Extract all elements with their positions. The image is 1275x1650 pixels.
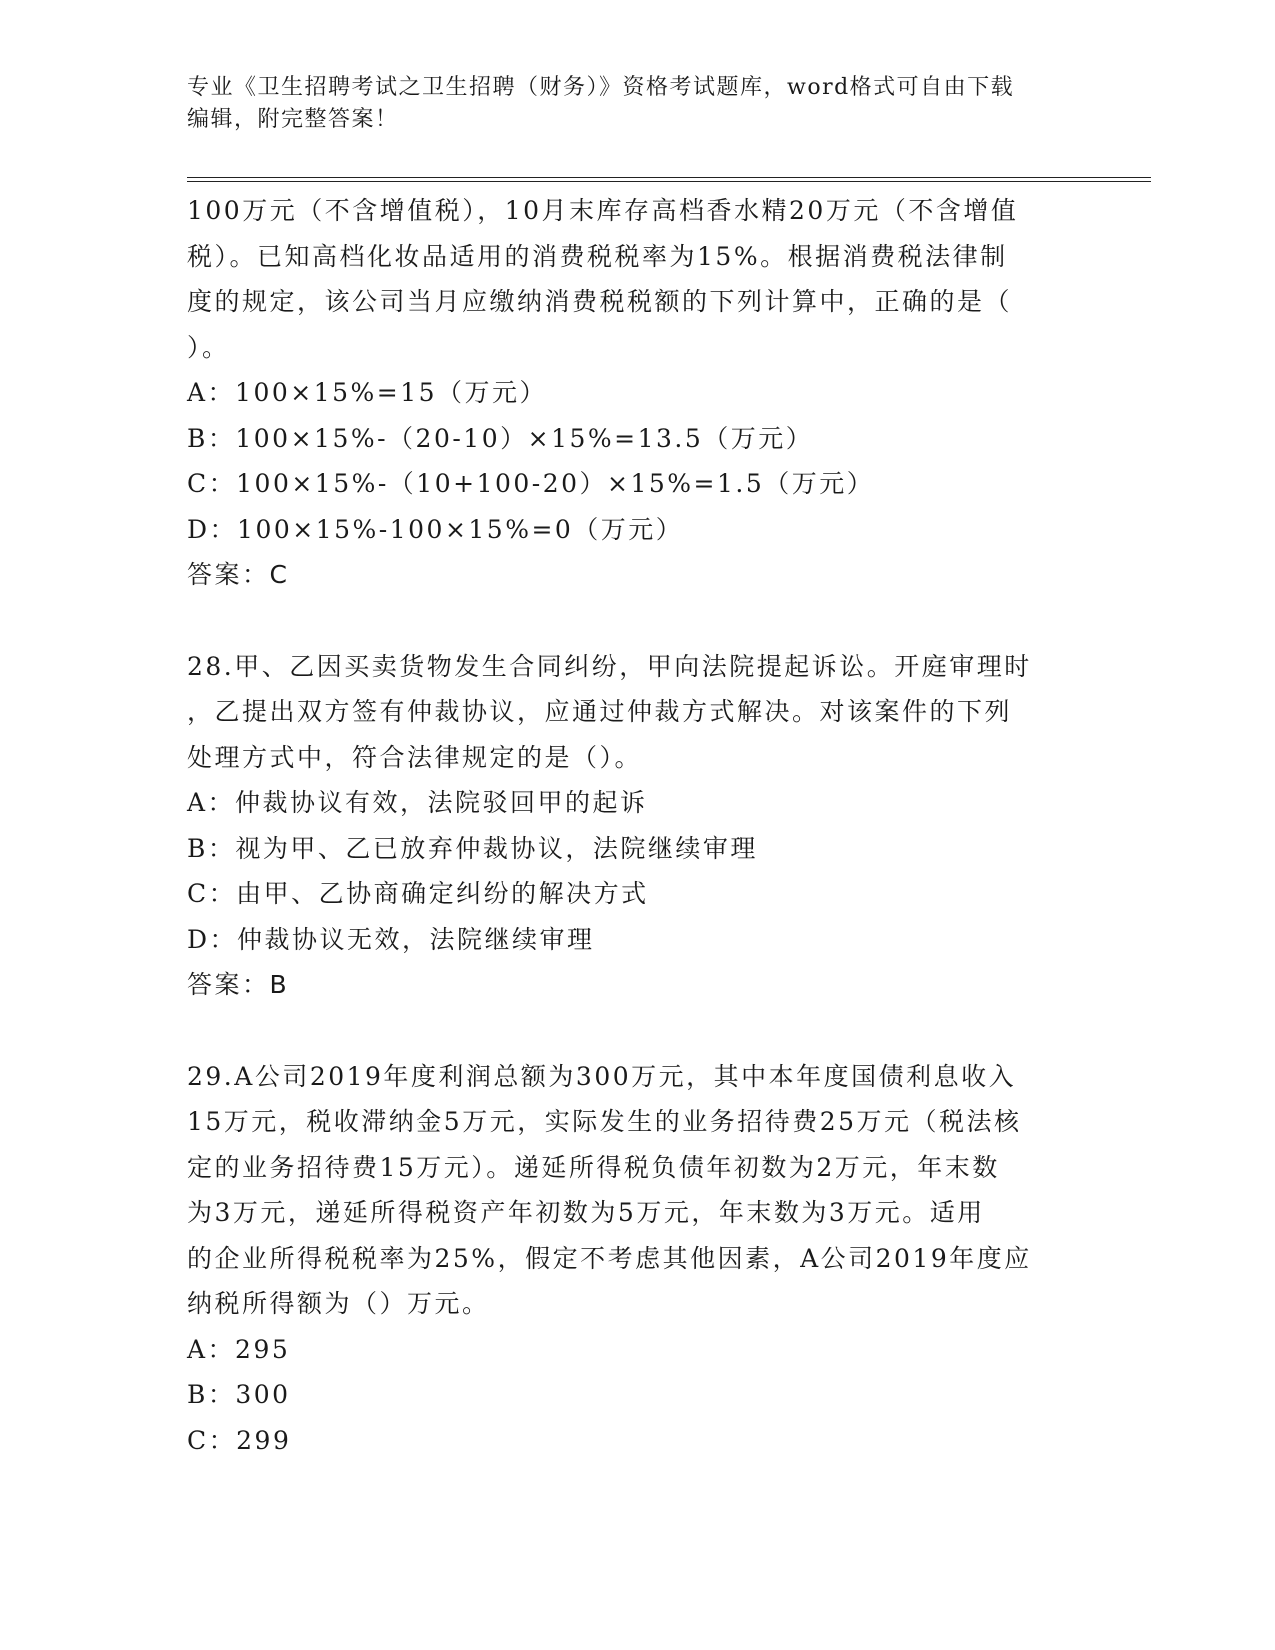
header-line-1: 专业《卫生招聘考试之卫生招聘（财务）》资格考试题库，word格式可自由下载: [187, 75, 1015, 100]
question-text-line: 28.甲、乙因买卖货物发生合同纠纷，甲向法院提起诉讼。开庭审理时: [187, 651, 1032, 681]
question-text-line: 处理方式中，符合法律规定的是（）。: [187, 742, 643, 772]
option-a: A：100×15%=15（万元）: [187, 378, 548, 407]
option-b: B：100×15%-（20-10）×15%=13.5（万元）: [187, 423, 814, 453]
question-text-line: 定的业务招待费15万元）。递延所得税负债年初数为2万元，年末数: [187, 1152, 1000, 1182]
header-line-2: 编辑，附完整答案！: [187, 107, 399, 132]
answer-line: 答案：C: [187, 560, 290, 589]
option-c: C：由甲、乙协商确定纠纷的解决方式: [187, 879, 649, 908]
option-d: D：仲裁协议无效，法院继续审理: [187, 924, 595, 954]
question-27: [187, 188, 1087, 598]
question-28: [187, 644, 1087, 1008]
option-c: C：100×15%-（10+100-20）×15%=1.5（万元）: [187, 469, 875, 498]
question-text-line: 为3万元，递延所得税资产年初数为5万元，年末数为3万元。适用: [187, 1198, 985, 1227]
header-rule-top: [187, 177, 1151, 178]
question-text-line: 纳税所得额为（）万元。: [187, 1289, 490, 1318]
option-b: B：300: [187, 1380, 291, 1409]
question-29: [187, 1054, 1087, 1464]
question-text-line: ，乙提出双方签有仲裁协议，应通过仲裁方式解决。对该案件的下列: [187, 697, 1013, 726]
question-text-line: 100万元（不含增值税），10月末库存高档香水精20万元（不含增值: [187, 196, 1019, 225]
answer-line: 答案：B: [187, 970, 290, 999]
option-a: A：仲裁协议有效，法院驳回甲的起诉: [187, 788, 648, 817]
question-text-line: 税）。已知高档化妆品适用的消费税税率为15%。根据消费税法律制: [187, 241, 1008, 271]
question-text-line: ）。: [187, 332, 230, 362]
option-d: D：100×15%-100×15%=0（万元）: [187, 514, 684, 544]
option-c: C：299: [187, 1425, 292, 1455]
question-text-line: 29.A公司2019年度利润总额为300万元，其中本年度国债利息收入: [187, 1061, 1017, 1091]
header-rule-bottom: [187, 181, 1151, 182]
option-b: B：视为甲、乙已放弃仲裁协议，法院继续审理: [187, 833, 758, 863]
document-header: [187, 72, 1087, 136]
question-text-line: 度的规定，该公司当月应缴纳消费税税额的下列计算中，正确的是（: [187, 287, 1013, 316]
question-text-line: 15万元，税收滞纳金5万元，实际发生的业务招待费25万元（税法核: [187, 1107, 1022, 1136]
document-body: [187, 188, 1087, 1463]
spacer: [187, 1008, 1087, 1054]
option-a: A：295: [187, 1334, 291, 1364]
spacer: [187, 598, 1087, 644]
question-text-line: 的企业所得税税率为25%，假定不考虑其他因素，A公司2019年度应: [187, 1243, 1032, 1273]
